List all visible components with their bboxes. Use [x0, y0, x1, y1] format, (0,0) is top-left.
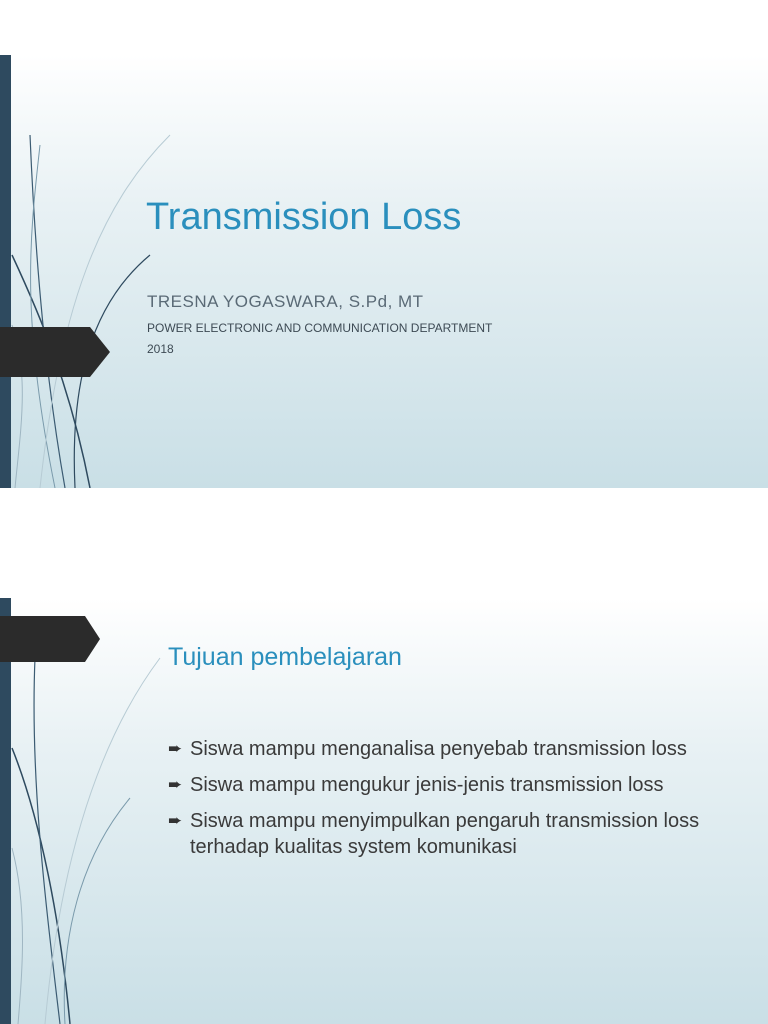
- bullet-text: Siswa mampu mengukur jenis-jenis transmission loss: [190, 774, 664, 796]
- arrow-bullet-icon: ➨: [168, 775, 183, 794]
- list-item: [168, 772, 728, 798]
- bullet-text: Siswa mampu menyimpulkan pengaruh transmission loss terhadap kualitas system komunikasi: [190, 810, 700, 858]
- slide-title: Transmission Loss: [146, 196, 462, 238]
- department-name: POWER ELECTRONIC AND COMMUNICATION DEPARTMENT: [147, 321, 493, 335]
- list-item: [168, 808, 728, 860]
- bullet-text: Siswa mampu menganalisa penyebab transmission loss: [190, 738, 687, 760]
- arrow-bullet-icon: ➨: [168, 811, 183, 830]
- title-slide: [0, 55, 768, 488]
- list-item: [168, 736, 728, 762]
- decorative-curves: [0, 55, 200, 488]
- year-label: 2018: [147, 342, 174, 356]
- content-slide: [0, 598, 768, 1024]
- arrow-bullet-icon: ➨: [168, 739, 183, 758]
- tag-shape: [0, 616, 102, 662]
- tag-shape: [0, 327, 112, 377]
- bullet-list: [168, 736, 728, 870]
- author-name: TRESNA YOGASWARA, S.Pd, MT: [147, 292, 424, 311]
- slide-title: Tujuan pembelajaran: [168, 643, 402, 671]
